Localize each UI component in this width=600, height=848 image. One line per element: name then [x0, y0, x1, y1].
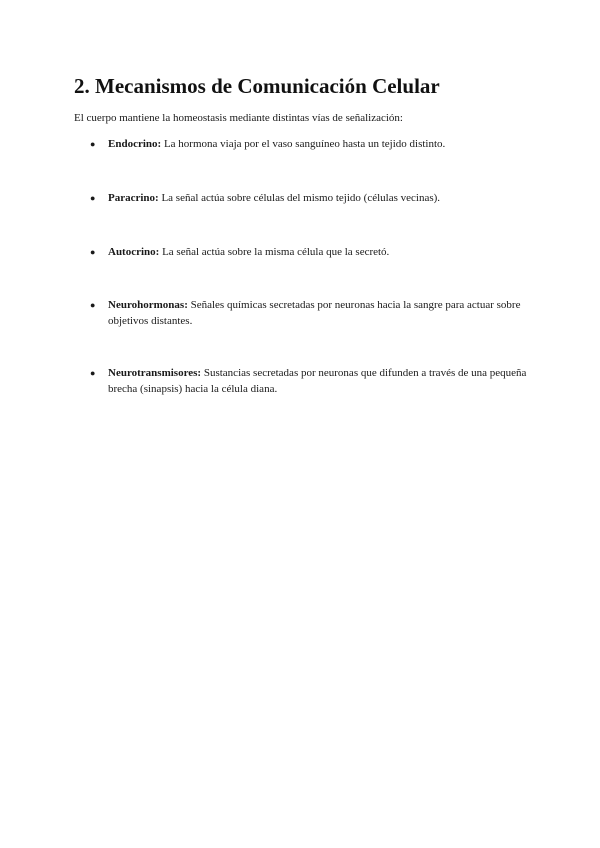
- bullet-icon: ●: [90, 193, 96, 203]
- list-item-text: La hormona viaja por el vaso sanguíneo hasta un tejido distinto.: [161, 138, 446, 150]
- list-item-text: Señales químicas secretadas por neuronas hacia la sangre para actuar sobre objetivos distantes.: [108, 299, 521, 327]
- list-item-term: Paracrino:: [108, 192, 159, 204]
- list-item-term: Autocrino:: [108, 246, 160, 258]
- intro-paragraph: El cuerpo mantiene la homeostasis mediante distintas vías de señalización:: [74, 112, 403, 124]
- list-item-text: La señal actúa sobre la misma célula que la secretó.: [159, 246, 390, 258]
- list-item-autocrino: [90, 244, 530, 260]
- list-item-endocrino: [90, 136, 530, 152]
- list-item-term: Neurohormonas:: [108, 299, 188, 311]
- list-item-text: Sustancias secretadas por neuronas que difunden a través de una pequeña brecha (sinapsis) hacia la célula diana.: [108, 367, 527, 395]
- bullet-icon: ●: [90, 139, 96, 149]
- bullet-icon: ●: [90, 368, 96, 378]
- bullet-icon: ●: [90, 300, 96, 310]
- list-item-neurotransmisores: [90, 365, 530, 397]
- list-item-text: La señal actúa sobre células del mismo tejido (células vecinas).: [158, 192, 441, 204]
- list-item-paracrino: [90, 190, 530, 206]
- list-item-content: [108, 190, 530, 206]
- list-item-term: Endocrino:: [108, 138, 162, 150]
- list-item-content: [108, 136, 530, 152]
- bullet-icon: ●: [90, 247, 96, 257]
- list-item-content: [108, 297, 530, 329]
- list-item-content: [108, 244, 530, 260]
- list-item-term: Neurotransmisores:: [108, 367, 202, 379]
- list-item-content: [108, 365, 530, 397]
- list-item-neurohormonas: [90, 297, 530, 329]
- section-heading: 2. Mecanismos de Comunicación Celular: [74, 74, 440, 98]
